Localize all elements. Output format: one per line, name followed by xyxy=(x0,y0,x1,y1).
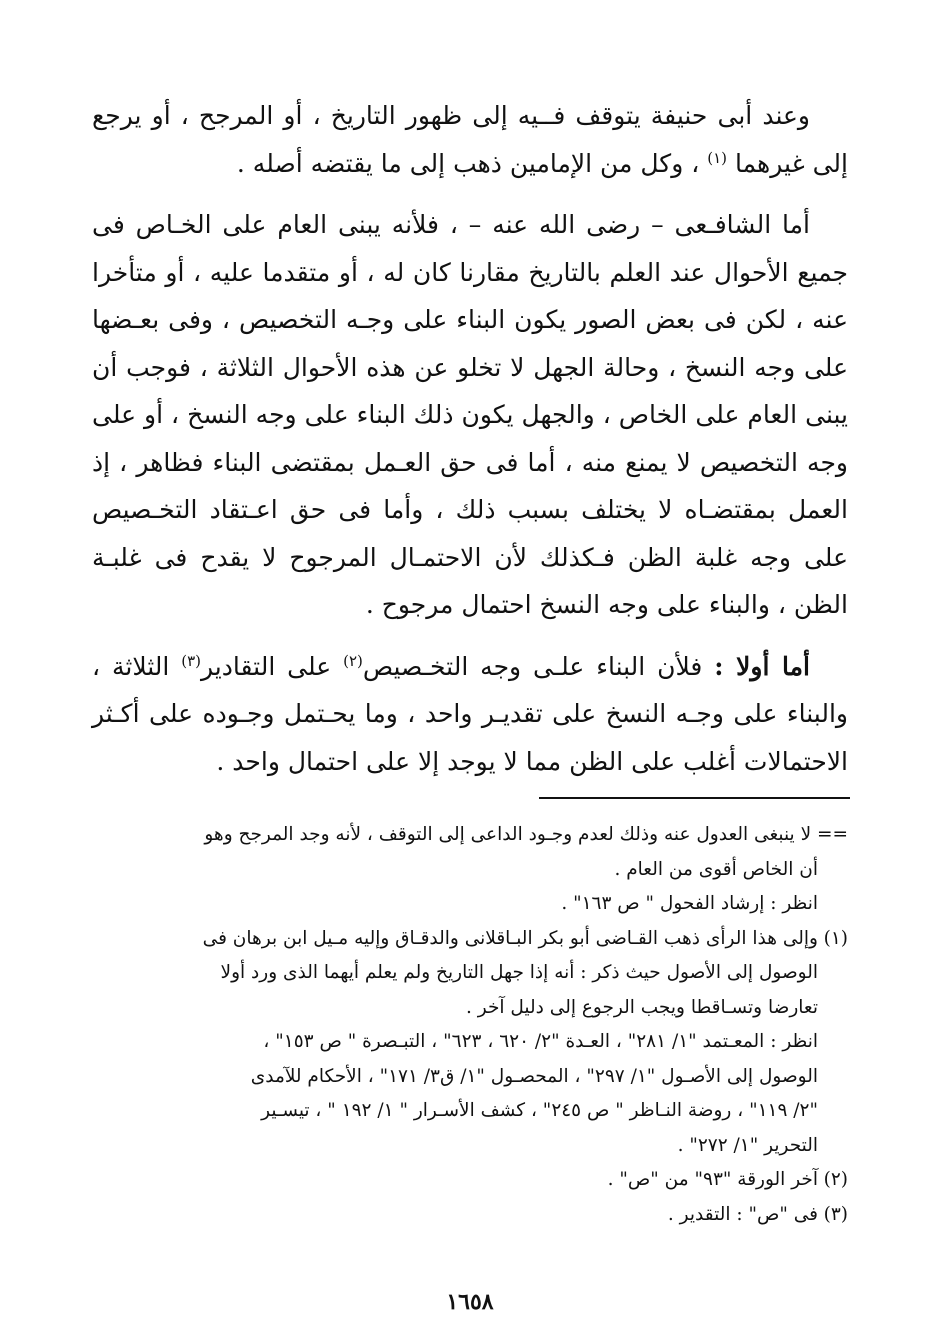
paragraph-3-text-c: الثلاثة ، والبناء على وجـه النسخ على تقديـر واحد ، وما يحـتمل وجـوده على أكـثر الاحتمالات أغلب على الظن مما لا يوجد إلا على احتمال واحد . xyxy=(92,651,848,776)
footnote-2-text: آخر الورقة "٩٣" من "ص" . xyxy=(607,1169,818,1190)
paragraph-3-text-b: على التقادير xyxy=(201,651,332,681)
footnote-continuation-line-1: == لا ينبغى العدول عنه وذلك لعدم وجـود الداعى إلى التوقف ، لأنه وجد المرجح وهو xyxy=(204,824,848,845)
footnote-1-line-a: وإلى هذا الرأى ذهب القـاضى أبو بكر البـاقلانى والدقـاق وإليه مـيل ابن برهان فى xyxy=(202,927,818,949)
paragraph-1-text-b: ، وكل من الإمامين ذهب إلى ما يقتضه أصله . xyxy=(236,148,700,178)
paragraph-1-text-a: وعند أبى حنيفة يتوقف فــيه إلى ظهور التاريخ ، أو المرجح ، أو يرجع إلى غيرهما xyxy=(92,101,848,178)
paragraph-3-text-a: فلأن البناء علـى وجه التخـصيص xyxy=(362,651,703,681)
footnote-1-line-b: الوصول إلى الأصول حيث ذكر : أنه إذا جهل التاريخ ولم يعلم أيهما الذى ورد أولا xyxy=(220,962,818,983)
footnote-1-number: (١) xyxy=(823,927,848,949)
footnote-1-line-d: انظر : المعـتمد "١/ ٢٨١" ، العـدة "٢/ ٦٢٠ ، ٦٢٣" ، التبـصرة " ص ١٥٣" ، xyxy=(263,1031,818,1052)
main-text xyxy=(92,92,848,785)
page-number: ١٦٥٨ xyxy=(446,1289,494,1315)
footnote-3-text: فى "ص" : التقدير . xyxy=(667,1203,818,1225)
paragraph-1 xyxy=(92,92,848,187)
footnote-separator xyxy=(539,797,850,799)
footnote-ref-1: (١) xyxy=(707,148,728,167)
footnotes xyxy=(88,818,848,1232)
footnote-ref-3: (٣) xyxy=(181,651,202,670)
footnote-1-line-c: تعارضا وتسـاقطا ويجب الرجوع إلى دليل آخر . xyxy=(466,996,818,1018)
footnote-3-number: (٣) xyxy=(823,1203,848,1225)
footnote-1 xyxy=(88,922,848,957)
footnote-2 xyxy=(88,1163,848,1198)
paragraph-3 xyxy=(92,643,848,786)
footnote-1-line-g: التحرير "١/ ٢٧٢" . xyxy=(677,1134,818,1156)
footnote-1-line-f: "٢/ ١١٩" ، روضة النـاظر " ص ٢٤٥" ، كشف الأسـرار " ١/ ١٩٢ " ، تيسـير xyxy=(261,1100,818,1121)
footnote-1-line-e: الوصول إلى الأصـول "١/ ٢٩٧" ، المحصـول "١/ ق٣/ ١٧١" ، الأحكام للآمدى xyxy=(250,1065,818,1087)
footnote-continuation-line-2: أن الخاص أقوى من العام . xyxy=(614,858,818,880)
footnote-3 xyxy=(88,1198,848,1233)
footnote-continuation-line-3: انظر : إرشاد الفحول " ص ١٦٣" . xyxy=(561,893,818,914)
paragraph-3-lead: أما أولا : xyxy=(714,651,810,681)
paragraph-2: أما الشافـعى – رضى الله عنه – ، فلأنه يبنى العام على الخـاص فى جميع الأحوال عند العلم بالتاريخ مقارنا كان له ، أو متقدما عليه ، أو متأخرا عنه ، لكن فى بعض الصور يكون البناء على وجـه التخصيص ، وفى بعـضها على وجه النسخ ، وحالة الجهل لا تخلو عن هذه الأحوال الثلاثة ، فوجب أن يبنى العام على الخاص ، والجهل يكون ذلك البناء على وجه النسخ ، أو على وجه التخصيص لا يمنع منه ، أما فى حق العـمل بمقتضى البناء فظاهر ، إذ العمل بمقتضـاه لا يختلف بسبب ذلك ، وأما فى حق اعـتقاد التخـصيص على وجه غلبة الظن فـكذلك لأن الاحتمـال المرجوح لا يقدح فى غلبـة الظن ، والبناء على وجه النسخ احتمال مرجوح . xyxy=(92,210,848,619)
footnote-ref-2: (٢) xyxy=(343,651,363,670)
footnote-2-number: (٢) xyxy=(823,1169,848,1190)
